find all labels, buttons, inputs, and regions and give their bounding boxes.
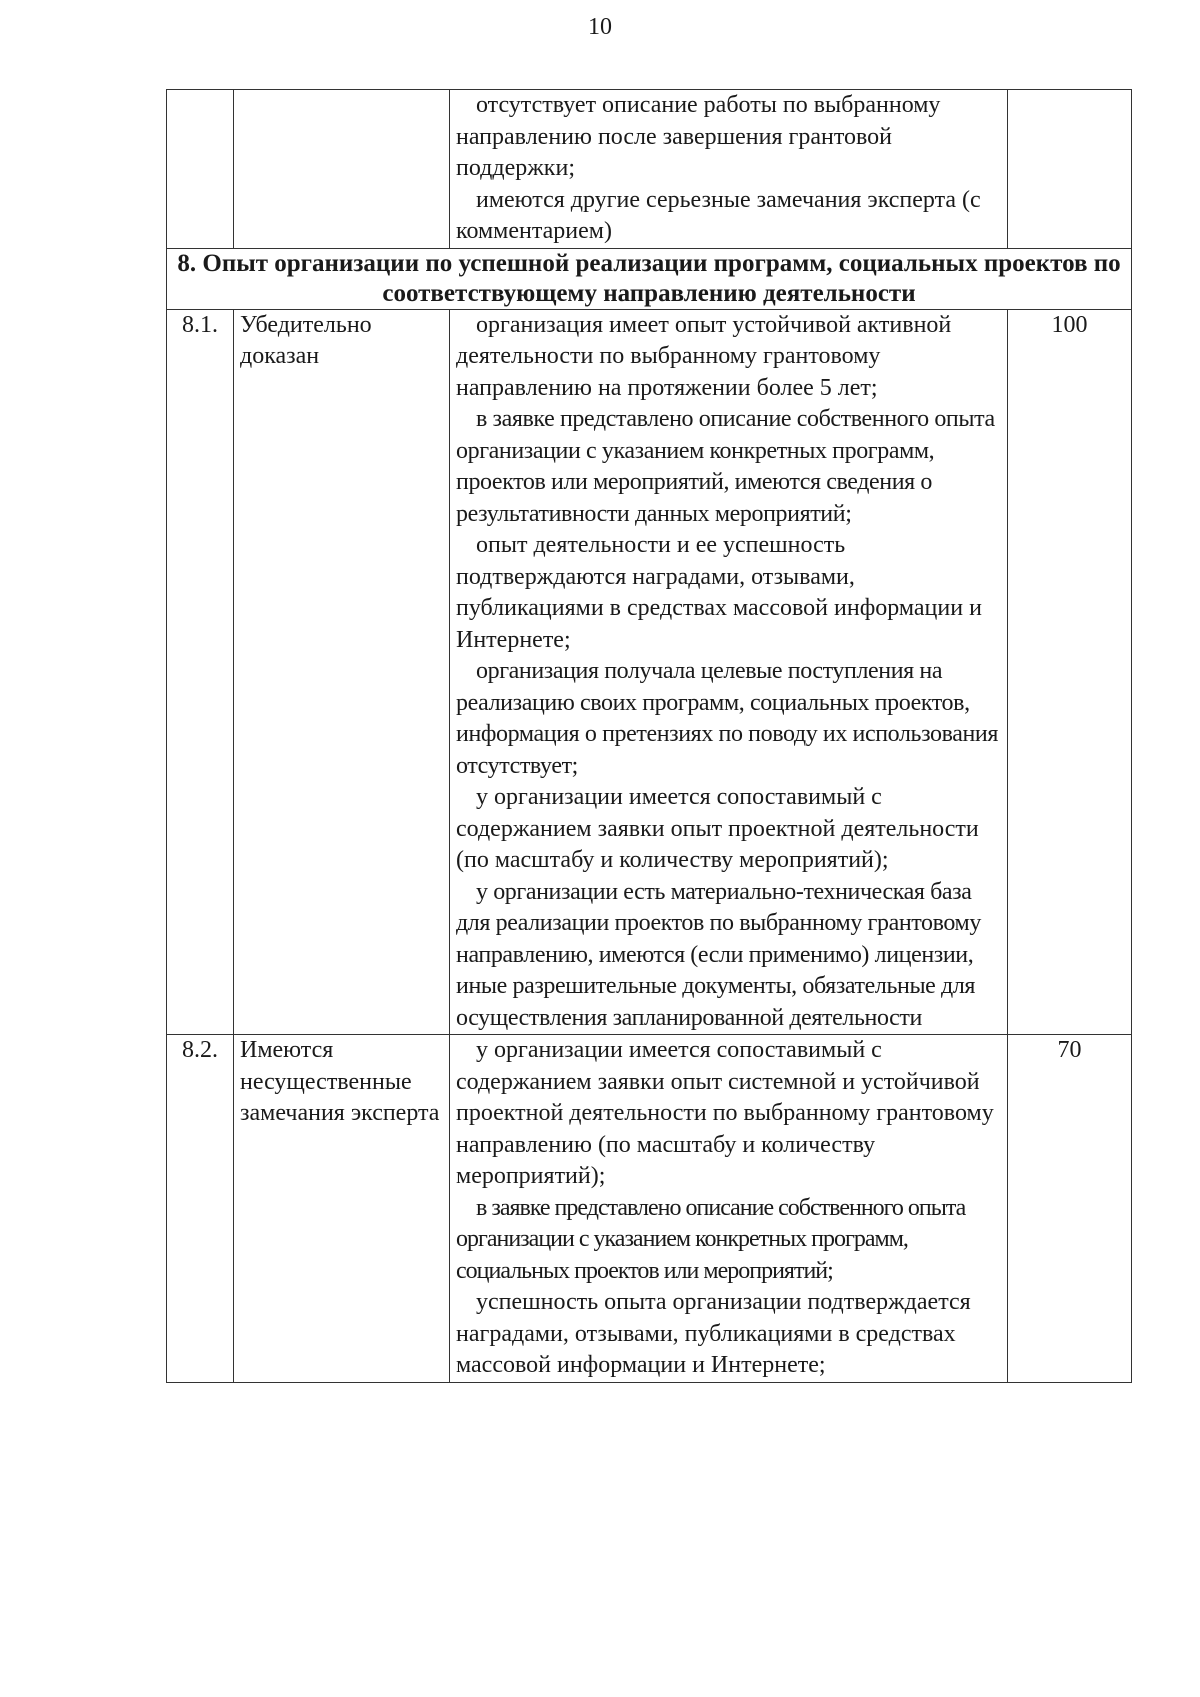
row-score: 100 (1008, 309, 1132, 1035)
score-cell (1008, 90, 1132, 249)
description-paragraph: у организации имеется сопоставимый с содержанием заявки опыт системной и устойчивой проектной деятельности по выбранному грантовому направлению (по масштабу и количеству мероприятий); (456, 1037, 994, 1189)
row-number: 8.1. (167, 309, 234, 1035)
row-label: Убедительно доказан (234, 309, 450, 1035)
table-row-8-2 (167, 1035, 1132, 1383)
page-number: 10 (588, 14, 612, 40)
description-paragraph: в заявке представлено описание собственного опыта организации с указанием конкретных программ, проектов или мероприятий, имеются сведения о результативности данных мероприятий; (456, 406, 995, 527)
criteria-table (166, 89, 1132, 1383)
table-row-continued (167, 90, 1132, 249)
row-number: 8.2. (167, 1035, 234, 1383)
description-paragraph: в заявке представлено описание собственного опыта организации с указанием конкретных программ, социальных проектов или мероприятий; (456, 1194, 966, 1284)
description-paragraph: организация получала целевые поступления на реализацию своих программ, социальных проектов, информация о претензиях по поводу их использования отсутствует; (456, 658, 999, 779)
num-cell (167, 90, 234, 249)
description-cell (450, 1035, 1008, 1383)
description-paragraph: у организации есть материально-техническая база для реализации проектов по выбранному грантовому направлению, имеются (если применимо) лицензии, иные разрешительные документы, обязательные для осуществления запланированной деятельности (456, 878, 981, 1031)
description-paragraph: отсутствует описание работы по выбранному направлению после завершения грантовой поддержки; (456, 92, 941, 181)
description-paragraph: опыт деятельности и ее успешность подтверждаются наградами, отзывами, публикациями в средствах массовой информации и Интернете; (456, 532, 982, 653)
description-paragraph: имеются другие серьезные замечания эксперта (с комментарием) (456, 186, 981, 244)
row-score: 70 (1008, 1035, 1132, 1383)
label-cell (234, 90, 450, 249)
description-cell (450, 309, 1008, 1035)
description-paragraph: у организации имеется сопоставимый с содержанием заявки опыт проектной деятельности (по масштабу и количеству мероприятий); (456, 784, 979, 873)
section-heading: 8. Опыт организации по успешной реализации программ, социальных проектов по соответствующему направлению деятельности (167, 248, 1132, 309)
description-cell (450, 90, 1008, 249)
description-paragraph: успешность опыта организации подтверждается наградами, отзывами, публикациями в средствах массовой информации и Интернете; (456, 1289, 971, 1378)
row-label: Имеются несущественные замечания эксперта (234, 1035, 450, 1383)
section-heading-row (167, 248, 1132, 309)
description-paragraph: организация имеет опыт устойчивой активной деятельности по выбранному грантовому направлению на протяжении более 5 лет; (456, 311, 952, 401)
table-row-8-1 (167, 309, 1132, 1035)
